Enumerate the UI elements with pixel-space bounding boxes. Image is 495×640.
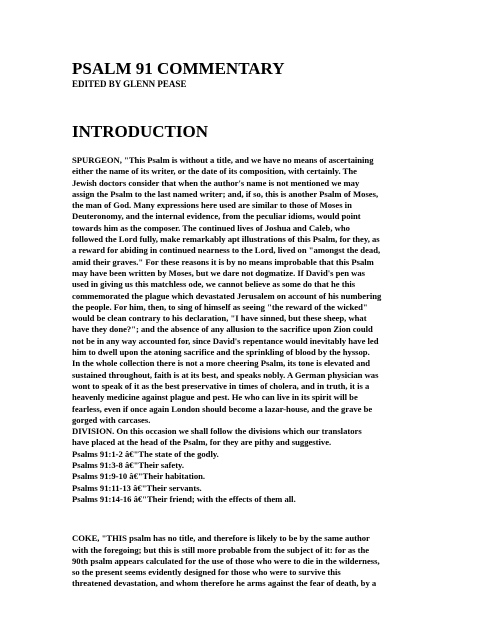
text-line: 90th psalm appears calculated for the use of those who were to die in the wilderness, bbox=[72, 555, 380, 566]
text-line: may have been written by Moses, but we dare not dogmatize. If David's pen was bbox=[72, 267, 365, 278]
paragraph-gap bbox=[72, 505, 432, 519]
text-line: would be clean contrary to his declaration, "I have sinned, but these sheep, what bbox=[72, 313, 367, 324]
document-title: PSALM 91 COMMENTARY bbox=[72, 59, 285, 78]
spurgeon-paragraph bbox=[72, 155, 432, 505]
text-line: threatened devastation, and whom therefore he arms against the fear of death, by a bbox=[72, 578, 377, 589]
text-line: him to dwell upon the atoning sacrifice and the sprinkling of blood by the hyssop. bbox=[72, 347, 370, 358]
text-line: have they done?"; and the absence of any allusion to the sacrifice upon Zion could bbox=[72, 324, 373, 335]
text-line: a reward for abiding in continued nearness to the Lord, lived on "amongst the dead, bbox=[72, 245, 381, 256]
text-line: In the whole collection there is not a more cheering Psalm, its tone is elevated and bbox=[72, 358, 371, 369]
text-line: commemorated the plague which devastated Jerusalem on account of his numbering bbox=[72, 290, 382, 301]
text-line: the man of God. Many expressions here used are similar to those of Moses in bbox=[72, 200, 352, 211]
text-line: assign the Psalm to the last named writer; and, if so, this is another Psalm of Moses, bbox=[72, 188, 379, 199]
text-line: Psalms 91:3-8 â€"Their safety. bbox=[72, 460, 185, 471]
text-line: sustained throughout, faith is at its best, and speaks nobly. A German physician was bbox=[72, 369, 379, 380]
text-line: either the name of its writer, or the date of its composition, with certainly. The bbox=[72, 166, 357, 177]
text-line: Psalms 91:14-16 â€"Their friend; with the effects of them all. bbox=[72, 493, 296, 504]
text-line: Psalms 91:11-13 â€"Their servants. bbox=[72, 482, 202, 493]
document-subtitle: EDITED BY GLENN PEASE bbox=[72, 79, 187, 89]
text-line: Jewish doctors consider that when the author's name is not mentioned we may bbox=[72, 177, 360, 188]
text-line: the people. For him, then, to sing of himself as seeing "the reward of the wicked" bbox=[72, 301, 368, 312]
text-line: have placed at the head of the Psalm, for they are pithy and suggestive. bbox=[72, 437, 332, 448]
text-line: followed the Lord fully, make remarkably apt illustrations of this Psalm, for they, as bbox=[72, 234, 380, 245]
text-line: Deuteronomy, and the internal evidence, from the peculiar idioms, would point bbox=[72, 211, 361, 222]
text-line: COKE, "THIS psalm has no title, and therefore is likely to be by the same author bbox=[72, 533, 370, 544]
text-line: not be in any way accounted for, since David's repentance would inevitably have led bbox=[72, 335, 379, 346]
text-line: with the foregoing; but this is still more probable from the subject of it: for as the bbox=[72, 544, 370, 555]
document-page bbox=[72, 60, 432, 590]
text-line: towards him as the composer. The continued lives of Joshua and Caleb, who bbox=[72, 222, 350, 233]
text-line: Psalms 91:9-10 â€"Their habitation. bbox=[72, 471, 206, 482]
coke-paragraph bbox=[72, 533, 432, 589]
text-line: so the present seems evidently designed for those who were to survive this bbox=[72, 567, 341, 578]
text-line: gorged with carcases. bbox=[72, 414, 151, 425]
text-line: Psalms 91:1-2 â€"The state of the godly. bbox=[72, 448, 219, 459]
text-line: wont to speak of it as the best preservative in times of cholera, and in truth, it is a bbox=[72, 380, 370, 391]
text-line: DIVISION. On this occasion we shall follow the divisions which our translators bbox=[72, 426, 362, 437]
text-line: SPURGEON, "This Psalm is without a title, and we have no means of ascertaining bbox=[72, 155, 374, 165]
text-line: fearless, even if once again London should become a lazar-house, and the grave be bbox=[72, 403, 373, 414]
text-line: amid their graves." For these reasons it is by no means improbable that this Psalm bbox=[72, 256, 374, 267]
text-line: heavenly medicine against plague and pest. He who can live in its spirit will be bbox=[72, 392, 358, 403]
section-heading-introduction: INTRODUCTION bbox=[72, 122, 209, 141]
text-line: used in giving us this matchless ode, we cannot believe as some do that he this bbox=[72, 279, 356, 290]
